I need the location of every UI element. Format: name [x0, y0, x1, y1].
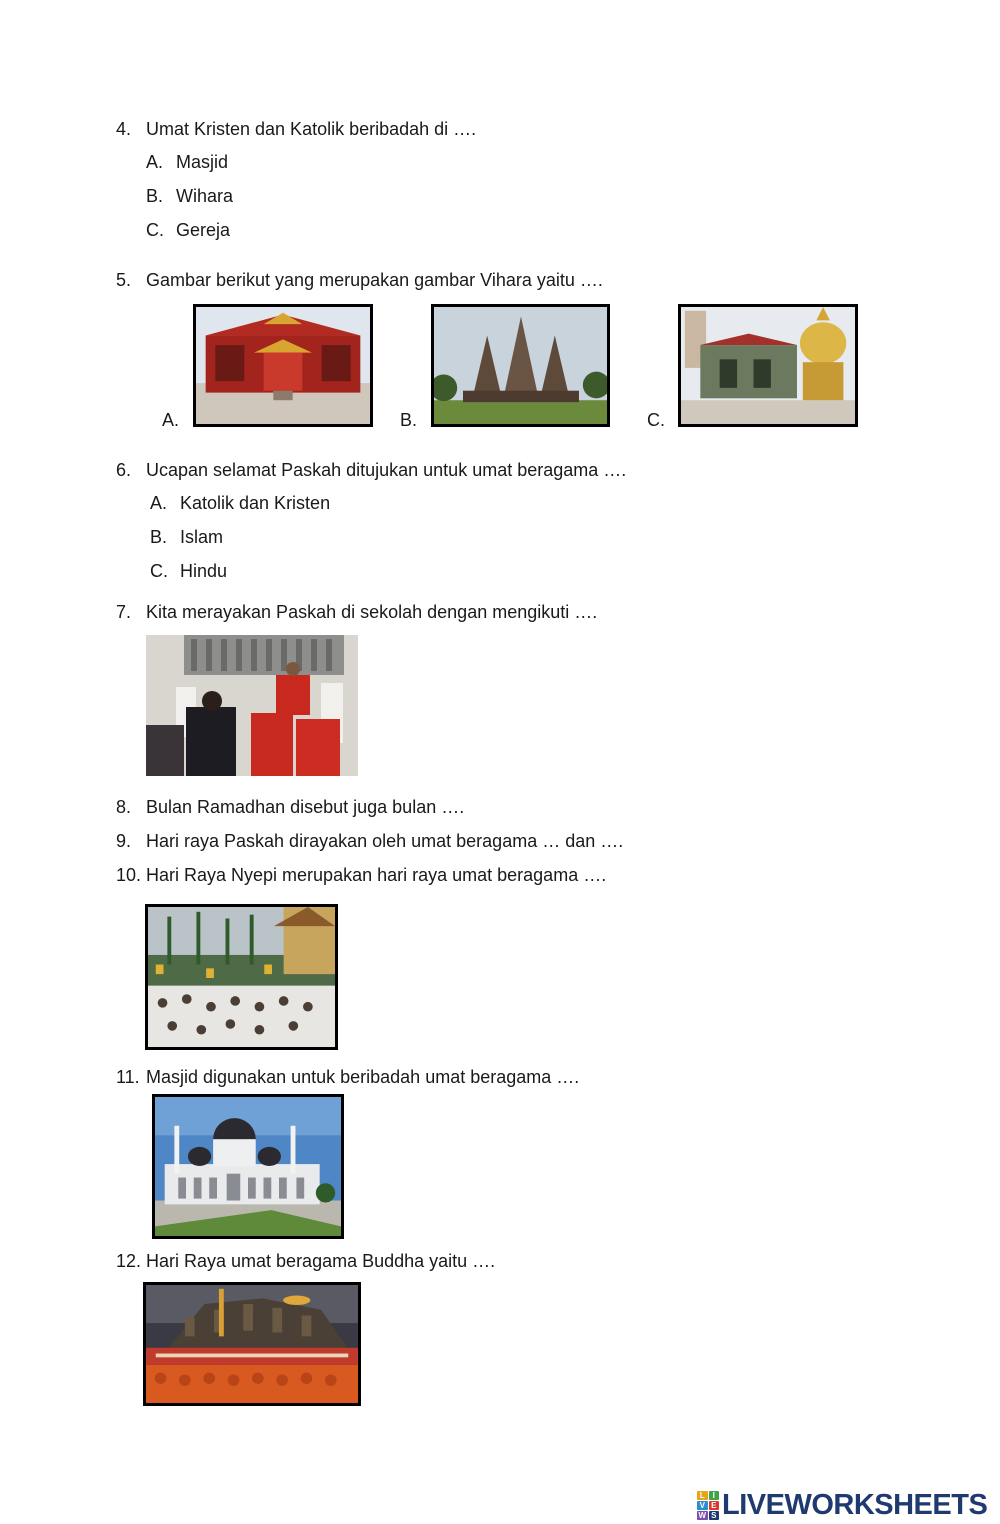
question-text: Ucapan selamat Paskah ditujukan untuk umat beragama ….	[146, 460, 627, 480]
logo-mark-icon	[697, 1491, 719, 1519]
logo-mark-letter: V	[697, 1501, 708, 1510]
option-letter: C.	[150, 561, 168, 581]
option-text: Katolik dan Kristen	[180, 493, 331, 513]
option-text: Islam	[180, 527, 224, 547]
question-text: Bulan Ramadhan disebut juga bulan ….	[146, 797, 465, 817]
logo-mark-letter: S	[709, 1511, 720, 1520]
easter-mass-image	[146, 635, 358, 776]
question-number: 8.	[116, 797, 132, 817]
question-text: Hari Raya Nyepi merupakan hari raya umat beragama ….	[146, 865, 607, 885]
option-letter: B.	[146, 186, 164, 206]
option-letter: A.	[150, 493, 168, 513]
question-text: Umat Kristen dan Katolik beribadah di ….	[146, 119, 477, 139]
logo-mark-letter: E	[709, 1501, 720, 1510]
liveworksheets-logo[interactable]	[697, 1488, 987, 1522]
option-letter: B.	[150, 527, 168, 547]
question-text: Gambar berikut yang merupakan gambar Vihara yaitu ….	[146, 270, 603, 290]
option-letter: C.	[146, 220, 164, 240]
option-text: Masjid	[176, 152, 229, 172]
option-text: Wihara	[176, 186, 234, 206]
question-number: 7.	[116, 602, 132, 622]
question-text: Hari raya Paskah dirayakan oleh umat beragama … dan ….	[146, 831, 624, 851]
logo-mark-letter: L	[697, 1491, 708, 1500]
nyepi-ceremony-image	[145, 904, 338, 1050]
question-number: 11.	[116, 1067, 140, 1087]
option-letter: A.	[146, 152, 164, 172]
option-letter: C.	[647, 410, 665, 430]
vihara-image	[678, 304, 858, 427]
waisak-celebration-image	[143, 1282, 361, 1406]
option-text: Gereja	[176, 220, 231, 240]
logo-mark-letter: W	[698, 1511, 707, 1520]
logo-mark-letter: I	[709, 1491, 720, 1500]
option-text: Hindu	[180, 561, 228, 581]
brand-name: LIVEWORKSHEETS	[722, 1488, 988, 1521]
mosque-image	[152, 1094, 344, 1239]
question-text: Kita merayakan Paskah di sekolah dengan mengikuti ….	[146, 602, 598, 622]
question-number: 4.	[116, 119, 132, 139]
hindu-temple-image	[431, 304, 610, 427]
question-text: Masjid digunakan untuk beribadah umat beragama ….	[146, 1067, 580, 1087]
question-number: 5.	[116, 270, 132, 290]
question-text: Hari Raya umat beragama Buddha yaitu ….	[146, 1251, 496, 1271]
chinese-temple-image	[193, 304, 373, 427]
option-letter: B.	[400, 410, 418, 430]
question-number: 6.	[116, 460, 132, 480]
question-number: 9.	[116, 831, 132, 851]
question-number: 10.	[116, 865, 142, 885]
option-letter: A.	[162, 410, 180, 430]
question-number: 12.	[116, 1251, 142, 1271]
